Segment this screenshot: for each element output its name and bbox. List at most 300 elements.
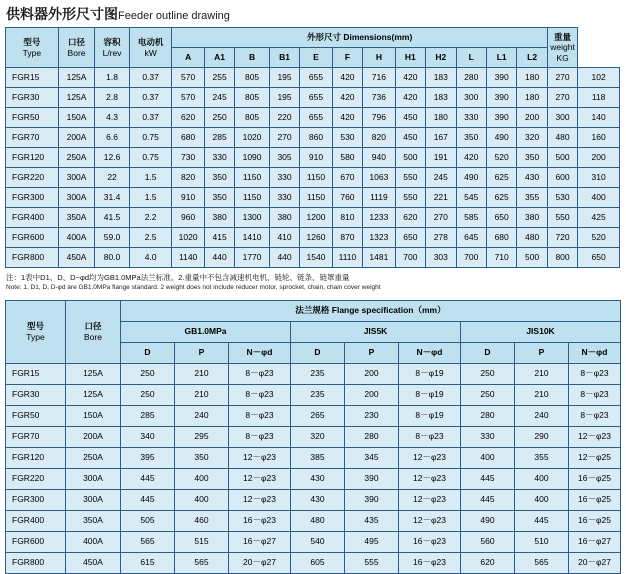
col-l: L xyxy=(456,48,486,68)
table-cell: 350 xyxy=(517,148,547,168)
table-cell: 31.4 xyxy=(95,188,130,208)
table-cell: 805 xyxy=(235,108,270,128)
table-cell: 655 xyxy=(300,68,332,88)
table-row xyxy=(6,469,621,490)
table-cell: 650 xyxy=(395,228,425,248)
table-cell: 240 xyxy=(515,406,569,427)
table-cell: 445 xyxy=(121,490,175,511)
table-cell: 400 xyxy=(515,490,569,511)
table-cell: 380 xyxy=(517,208,547,228)
table-cell: 565 xyxy=(121,532,175,553)
table-cell: 150A xyxy=(66,406,121,427)
table-row xyxy=(6,553,621,574)
table-cell: 400 xyxy=(515,469,569,490)
col-group-gb10: GB1.0MPa xyxy=(121,322,291,343)
col-a: A xyxy=(172,48,204,68)
table-cell: 12－φ23 xyxy=(399,511,461,532)
table-cell: 1150 xyxy=(300,168,332,188)
table-cell: 210 xyxy=(515,364,569,385)
table-cell: 615 xyxy=(121,553,175,574)
table-cell: 700 xyxy=(395,248,425,268)
table-cell: 350A xyxy=(58,208,95,228)
table-cell: 8－φ23 xyxy=(569,406,621,427)
table-cell: 12－φ23 xyxy=(399,448,461,469)
table-cell: 0.75 xyxy=(129,128,172,148)
table-cell: 8－φ23 xyxy=(569,385,621,406)
table-cell: 530 xyxy=(332,128,362,148)
flange-section xyxy=(0,300,626,574)
table-cell: 1090 xyxy=(235,148,270,168)
table-cell: 500 xyxy=(395,148,425,168)
table-cell: 270 xyxy=(547,68,577,88)
table-cell: 860 xyxy=(300,128,332,148)
table-cell: 716 xyxy=(363,68,395,88)
table-cell: 12－φ23 xyxy=(229,490,291,511)
flange-header-row-1 xyxy=(6,301,621,322)
table-cell: 400A xyxy=(66,532,121,553)
table-cell: 330 xyxy=(269,168,299,188)
table-cell: 400 xyxy=(461,448,515,469)
table-cell: 125A xyxy=(66,385,121,406)
col-jis5k-p: P xyxy=(345,343,399,364)
table-cell: 390 xyxy=(345,490,399,511)
col-f: F xyxy=(332,48,362,68)
table-row xyxy=(6,385,621,406)
table-cell: 350A xyxy=(66,511,121,532)
table-cell: 250 xyxy=(204,108,234,128)
table-cell: 278 xyxy=(426,228,456,248)
table-cell: 8－φ23 xyxy=(569,364,621,385)
table-cell: 285 xyxy=(204,128,234,148)
table-cell: 805 xyxy=(235,88,270,108)
table-row xyxy=(6,490,621,511)
table-cell: 565 xyxy=(175,553,229,574)
table-cell: 620 xyxy=(172,108,204,128)
dimensions-table-head xyxy=(6,28,620,68)
table-cell: 1140 xyxy=(172,248,204,268)
table-cell: 480 xyxy=(517,228,547,248)
table-row xyxy=(6,128,620,148)
table-cell: 450A xyxy=(66,553,121,574)
table-cell: 645 xyxy=(456,228,486,248)
table-cell: 167 xyxy=(426,128,456,148)
table-cell: 565 xyxy=(515,553,569,574)
table-cell: 0.37 xyxy=(129,68,172,88)
table-cell: 585 xyxy=(456,208,486,228)
table-cell: 570 xyxy=(172,68,204,88)
table-cell: 2.5 xyxy=(129,228,172,248)
table-cell: 520 xyxy=(578,228,620,248)
table-cell: 390 xyxy=(486,68,516,88)
flange-table-head xyxy=(6,301,621,364)
cell-type: FGR50 xyxy=(6,108,59,128)
table-cell: 910 xyxy=(300,148,332,168)
table-cell: 255 xyxy=(204,68,234,88)
table-cell: 1150 xyxy=(235,188,270,208)
cell-type: FGR15 xyxy=(6,364,66,385)
table-cell: 230 xyxy=(345,406,399,427)
table-cell: 420 xyxy=(332,68,362,88)
cell-type: FGR400 xyxy=(6,208,59,228)
table-cell: 530 xyxy=(547,188,577,208)
table-cell: 870 xyxy=(332,228,362,248)
table-cell: 200 xyxy=(517,108,547,128)
table-cell: 8－φ23 xyxy=(229,406,291,427)
table-cell: 435 xyxy=(345,511,399,532)
table-cell: 515 xyxy=(175,532,229,553)
table-cell: 0.37 xyxy=(129,88,172,108)
table-row xyxy=(6,68,620,88)
table-cell: 710 xyxy=(486,248,516,268)
table-cell: 200A xyxy=(66,427,121,448)
table-cell: 500 xyxy=(547,148,577,168)
dimensions-table-body xyxy=(6,68,620,268)
table-cell: 445 xyxy=(121,469,175,490)
cell-type: FGR800 xyxy=(6,553,66,574)
table-cell: 600 xyxy=(547,168,577,188)
table-cell: 940 xyxy=(363,148,395,168)
note-line-en: Note: 1, D1, D, D-φd are GB1.0MPa flange standard. 2 weight does not include reducer motor, sprocket, chain, chain cover weight xyxy=(6,284,381,292)
table-cell: 16－φ25 xyxy=(569,511,621,532)
table-cell: 350 xyxy=(456,128,486,148)
table-row xyxy=(6,511,621,532)
col-weight: 重量 weight KG xyxy=(547,28,577,68)
cell-type: FGR70 xyxy=(6,128,59,148)
table-cell: 490 xyxy=(486,128,516,148)
table-cell: 445 xyxy=(461,469,515,490)
table-row xyxy=(6,406,621,427)
table-cell: 510 xyxy=(515,532,569,553)
table-cell: 350 xyxy=(204,188,234,208)
table-cell: 960 xyxy=(172,208,204,228)
table-cell: 16－φ23 xyxy=(229,511,291,532)
table-cell: 8－φ23 xyxy=(229,427,291,448)
table-cell: 290 xyxy=(515,427,569,448)
table-cell: 235 xyxy=(291,364,345,385)
table-cell: 500 xyxy=(517,248,547,268)
table-cell: 700 xyxy=(456,248,486,268)
table-cell: 270 xyxy=(426,208,456,228)
table-cell: 183 xyxy=(426,68,456,88)
table-cell: 420 xyxy=(395,88,425,108)
table-cell: 22 xyxy=(95,168,130,188)
table-cell: 300 xyxy=(547,108,577,128)
table-cell: 200 xyxy=(345,364,399,385)
table-cell: 102 xyxy=(578,68,620,88)
table-cell: 280 xyxy=(456,68,486,88)
col-gb-p: P xyxy=(175,343,229,364)
col-jis10k-p: P xyxy=(515,343,569,364)
table-cell: 1063 xyxy=(363,168,395,188)
table-cell: 796 xyxy=(363,108,395,128)
table-cell: 4.3 xyxy=(95,108,130,128)
table-cell: 250 xyxy=(121,364,175,385)
cell-type: FGR70 xyxy=(6,427,66,448)
table-cell: 330 xyxy=(456,108,486,128)
table-cell: 330 xyxy=(461,427,515,448)
table-cell: 420 xyxy=(395,68,425,88)
table-cell: 330 xyxy=(204,148,234,168)
cell-type: FGR220 xyxy=(6,469,66,490)
table-cell: 180 xyxy=(517,68,547,88)
table-cell: 210 xyxy=(175,385,229,406)
table-cell: 580 xyxy=(332,148,362,168)
col-l1: L1 xyxy=(486,48,516,68)
table-cell: 410 xyxy=(269,228,299,248)
col-jis5k-nd: N－φd xyxy=(399,343,461,364)
table-cell: 440 xyxy=(269,248,299,268)
table-cell: 1020 xyxy=(172,228,204,248)
table-cell: 440 xyxy=(204,248,234,268)
table-cell: 59.0 xyxy=(95,228,130,248)
table-cell: 16－φ27 xyxy=(229,532,291,553)
table-cell: 8－φ19 xyxy=(399,406,461,427)
table-row xyxy=(6,188,620,208)
table-cell: 183 xyxy=(426,88,456,108)
table-cell: 12－φ23 xyxy=(399,469,461,490)
col-l2: L2 xyxy=(517,48,547,68)
table-cell: 430 xyxy=(291,490,345,511)
table-cell: 490 xyxy=(461,511,515,532)
table-cell: 210 xyxy=(515,385,569,406)
table-cell: 118 xyxy=(578,88,620,108)
table-cell: 550 xyxy=(395,188,425,208)
cell-type: FGR220 xyxy=(6,168,59,188)
table-cell: 605 xyxy=(291,553,345,574)
table-cell: 12－φ23 xyxy=(569,427,621,448)
table-cell: 1200 xyxy=(300,208,332,228)
table-cell: 300A xyxy=(66,469,121,490)
table-cell: 140 xyxy=(578,108,620,128)
cell-type: FGR120 xyxy=(6,148,59,168)
col-gb-d: D xyxy=(121,343,175,364)
table-cell: 570 xyxy=(172,88,204,108)
table-row xyxy=(6,208,620,228)
section-gap xyxy=(0,293,626,300)
table-cell: 240 xyxy=(175,406,229,427)
col-b1: B1 xyxy=(269,48,299,68)
cell-type: FGR30 xyxy=(6,88,59,108)
page-title-cn: 供料器外形尺寸图 xyxy=(6,6,118,22)
table-cell: 250A xyxy=(66,448,121,469)
col-group-dimensions: 外形尺寸 Dimensions(mm) xyxy=(172,28,547,48)
table-cell: 16－φ23 xyxy=(399,553,461,574)
table-cell: 280 xyxy=(345,427,399,448)
col-bore: 口径 Bore xyxy=(66,301,121,364)
table-cell: 245 xyxy=(204,88,234,108)
table-cell: 8－φ19 xyxy=(399,385,461,406)
table-cell: 310 xyxy=(578,168,620,188)
table-cell: 250A xyxy=(58,148,95,168)
table-cell: 805 xyxy=(235,68,270,88)
table-cell: 125A xyxy=(58,68,95,88)
table-cell: 191 xyxy=(426,148,456,168)
table-cell: 320 xyxy=(291,427,345,448)
table-cell: 340 xyxy=(121,427,175,448)
table-cell: 4.0 xyxy=(129,248,172,268)
col-type: 型号 Type xyxy=(6,28,59,68)
col-b: B xyxy=(235,48,270,68)
table-cell: 620 xyxy=(461,553,515,574)
table-cell: 910 xyxy=(172,188,204,208)
table-cell: 1410 xyxy=(235,228,270,248)
table-cell: 420 xyxy=(456,148,486,168)
table-cell: 320 xyxy=(517,128,547,148)
col-type: 型号 Type xyxy=(6,301,66,364)
table-cell: 250 xyxy=(461,385,515,406)
table-cell: 8－φ23 xyxy=(229,385,291,406)
page-title xyxy=(0,0,626,27)
cell-type: FGR600 xyxy=(6,228,59,248)
table-cell: 125A xyxy=(66,364,121,385)
table-cell: 655 xyxy=(300,108,332,128)
table-cell: 200 xyxy=(578,148,620,168)
cell-type: FGR300 xyxy=(6,188,59,208)
table-cell: 6.6 xyxy=(95,128,130,148)
dimensions-table xyxy=(5,27,620,268)
table-header-row-1 xyxy=(6,28,620,48)
table-cell: 12－φ23 xyxy=(399,490,461,511)
table-cell: 1323 xyxy=(363,228,395,248)
table-cell: 820 xyxy=(172,168,204,188)
table-cell: 400A xyxy=(58,228,95,248)
table-cell: 300 xyxy=(456,88,486,108)
table-cell: 180 xyxy=(517,88,547,108)
table-cell: 265 xyxy=(291,406,345,427)
table-cell: 150A xyxy=(58,108,95,128)
col-bore: 口径 Bore xyxy=(58,28,95,68)
table-cell: 1.5 xyxy=(129,188,172,208)
table-cell: 16－φ25 xyxy=(569,490,621,511)
table-cell: 460 xyxy=(175,511,229,532)
table-cell: 221 xyxy=(426,188,456,208)
table-cell: 400 xyxy=(175,490,229,511)
table-cell: 1260 xyxy=(300,228,332,248)
col-gb-nd: N－φd xyxy=(229,343,291,364)
table-cell: 8－φ23 xyxy=(399,427,461,448)
table-cell: 480 xyxy=(291,511,345,532)
cell-type: FGR800 xyxy=(6,248,59,268)
table-cell: 450 xyxy=(395,108,425,128)
table-row xyxy=(6,448,621,469)
table-cell: 760 xyxy=(332,188,362,208)
table-row xyxy=(6,532,621,553)
table-cell: 420 xyxy=(332,108,362,128)
col-motor: 电动机 kW xyxy=(129,28,172,68)
table-cell: 0.37 xyxy=(129,108,172,128)
table-cell: 420 xyxy=(332,88,362,108)
col-group-jis10k: JIS10K xyxy=(461,322,621,343)
col-group-flange: 法兰规格 Flange specification（mm） xyxy=(121,301,621,322)
table-cell: 200A xyxy=(58,128,95,148)
table-cell: 560 xyxy=(461,532,515,553)
table-cell: 550 xyxy=(547,208,577,228)
table-row xyxy=(6,427,621,448)
table-row xyxy=(6,148,620,168)
table-cell: 395 xyxy=(121,448,175,469)
table-row xyxy=(6,108,620,128)
table-cell: 445 xyxy=(461,490,515,511)
table-cell: 625 xyxy=(486,188,516,208)
table-cell: 8－φ23 xyxy=(229,364,291,385)
col-jis10k-nd: N－φd xyxy=(569,343,621,364)
table-row xyxy=(6,228,620,248)
table-cell: 270 xyxy=(547,88,577,108)
table-cell: 1119 xyxy=(363,188,395,208)
table-cell: 355 xyxy=(517,188,547,208)
table-cell: 125A xyxy=(58,88,95,108)
col-h1: H1 xyxy=(395,48,425,68)
table-cell: 250 xyxy=(121,385,175,406)
table-cell: 300A xyxy=(58,188,95,208)
table-cell: 545 xyxy=(456,188,486,208)
table-cell: 0.75 xyxy=(129,148,172,168)
table-cell: 1020 xyxy=(235,128,270,148)
flange-table-body xyxy=(6,364,621,574)
table-cell: 8－φ19 xyxy=(399,364,461,385)
table-cell: 295 xyxy=(175,427,229,448)
table-cell: 16－φ25 xyxy=(569,469,621,490)
table-cell: 425 xyxy=(578,208,620,228)
table-cell: 380 xyxy=(204,208,234,228)
table-cell: 550 xyxy=(395,168,425,188)
table-cell: 16－φ23 xyxy=(399,532,461,553)
table-cell: 270 xyxy=(269,128,299,148)
table-cell: 12.6 xyxy=(95,148,130,168)
table-row xyxy=(6,88,620,108)
cell-type: FGR50 xyxy=(6,406,66,427)
table-cell: 495 xyxy=(345,532,399,553)
table-cell: 390 xyxy=(486,88,516,108)
table-cell: 330 xyxy=(269,188,299,208)
table-cell: 800 xyxy=(547,248,577,268)
table-cell: 235 xyxy=(291,385,345,406)
table-cell: 680 xyxy=(172,128,204,148)
table-cell: 555 xyxy=(345,553,399,574)
table-cell: 625 xyxy=(486,168,516,188)
table-cell: 730 xyxy=(172,148,204,168)
cell-type: FGR600 xyxy=(6,532,66,553)
table-cell: 540 xyxy=(291,532,345,553)
table-cell: 195 xyxy=(269,88,299,108)
col-jis5k-d: D xyxy=(291,343,345,364)
table-cell: 1150 xyxy=(300,188,332,208)
table-cell: 20－φ27 xyxy=(229,553,291,574)
table-cell: 200 xyxy=(345,385,399,406)
table-row xyxy=(6,364,621,385)
table-cell: 810 xyxy=(332,208,362,228)
table-cell: 2.2 xyxy=(129,208,172,228)
table-cell: 41.5 xyxy=(95,208,130,228)
table-cell: 1770 xyxy=(235,248,270,268)
cell-type: FGR300 xyxy=(6,490,66,511)
table-cell: 415 xyxy=(204,228,234,248)
table-cell: 210 xyxy=(175,364,229,385)
table-cell: 1540 xyxy=(300,248,332,268)
table-cell: 450 xyxy=(395,128,425,148)
table-cell: 655 xyxy=(300,88,332,108)
table-cell: 250 xyxy=(461,364,515,385)
col-h2: H2 xyxy=(426,48,456,68)
col-group-jis5k: JIS5K xyxy=(291,322,461,343)
table-cell: 195 xyxy=(269,68,299,88)
table-cell: 285 xyxy=(121,406,175,427)
table-cell: 2.8 xyxy=(95,88,130,108)
table-cell: 430 xyxy=(291,469,345,490)
table-row xyxy=(6,248,620,268)
table-cell: 16－φ27 xyxy=(569,532,621,553)
table-cell: 345 xyxy=(345,448,399,469)
